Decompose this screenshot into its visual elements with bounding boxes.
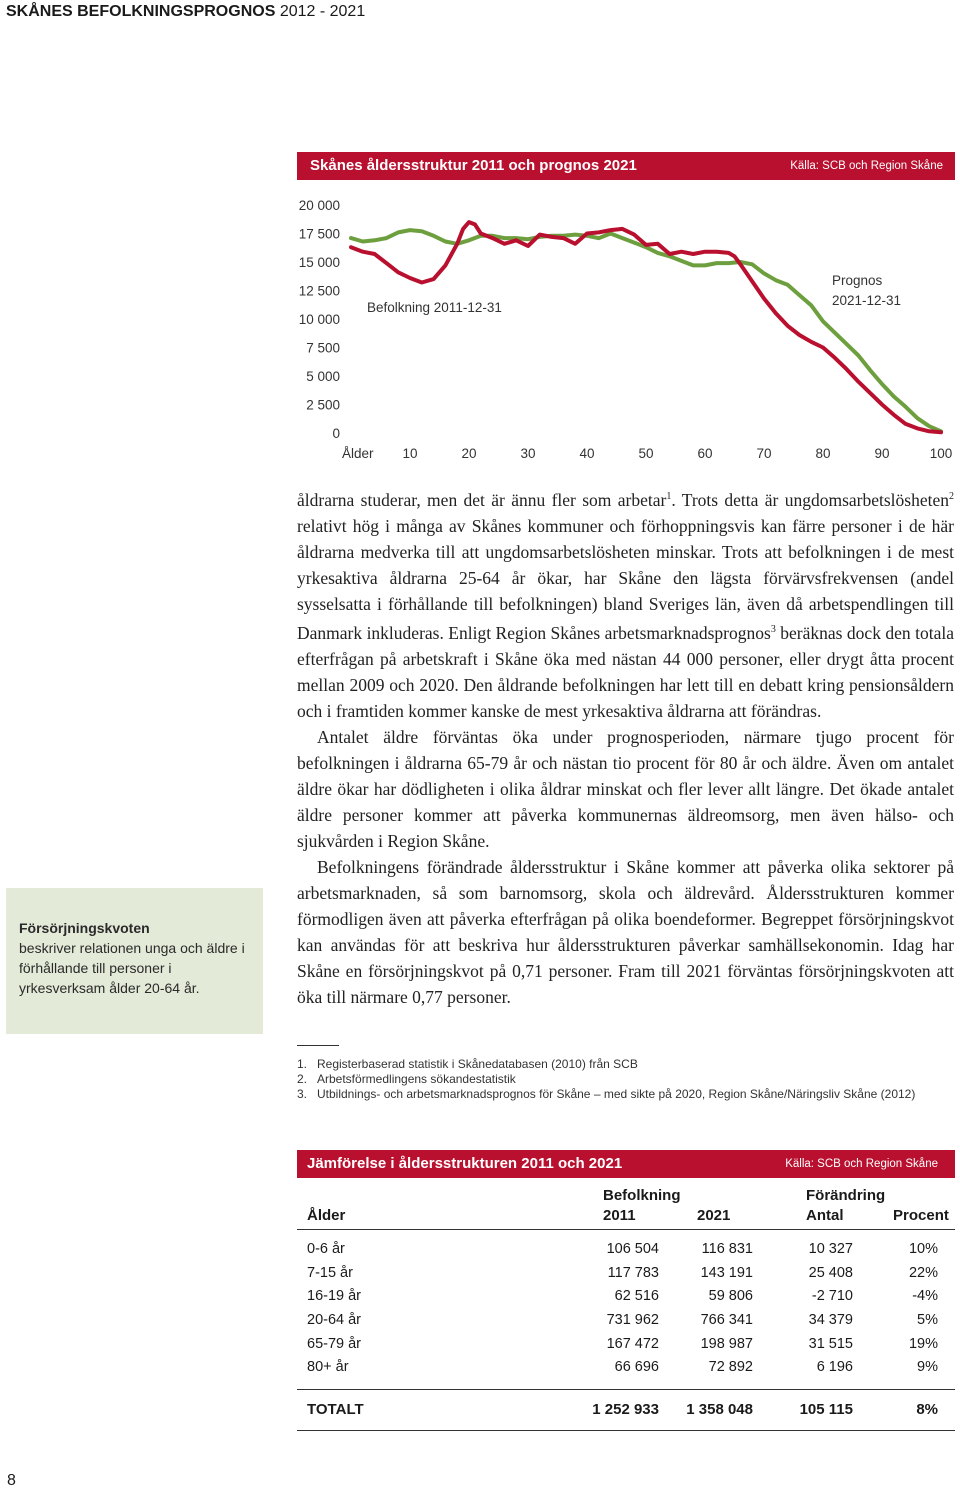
y-tick-label: 10 000 (298, 312, 340, 327)
paragraph-1 (297, 484, 954, 724)
total-2011: 1 252 933 (592, 1401, 659, 1418)
cell-2021: 198 987 (700, 1336, 753, 1352)
paragraph-1-part-c: relativt hög i många av Skånes kommuner och förhoppningsvis kan färre personer i de här åldrarna medverka till att ungdomsarbetslösheten minskar. Trots att befolkningen i de mest yrkesaktiva åldrarna 25-64 år ökar, har Skåne den lägsta förvärvsfrekvensen (andel sysselsatta i förhållande till befolkningen) bland Sveriges län, även då arbetspendlingen till Danmark inkluderas. Enligt Region Skånes arbetsmarknadsprognos (297, 515, 954, 643)
x-tick-label: 60 (697, 446, 713, 461)
y-tick-label: 2 500 (306, 397, 340, 413)
x-tick-label: 30 (520, 446, 536, 461)
cell-procent: 19% (908, 1336, 938, 1352)
cell-alder: 7-15 år (307, 1265, 353, 1281)
header-group-befolkning: Befolkning (603, 1187, 681, 1204)
cell-procent: 5% (917, 1312, 938, 1328)
y-tick-label: 5 000 (306, 369, 340, 384)
label-2011: Befolkning 2011-12-31 (367, 300, 502, 315)
cell-procent: -4% (912, 1288, 938, 1304)
header-2021: 2021 (697, 1207, 731, 1224)
x-tick-label: 90 (874, 446, 890, 461)
y-tick-label: 0 (332, 426, 340, 441)
chart-title: Skånes åldersstruktur 2011 och prognos 2021 (310, 157, 637, 174)
cell-2021: 72 892 (708, 1359, 753, 1375)
x-tick-label: 20 (461, 446, 477, 461)
paragraph-1-part-d: beräknas dock den totala efterfrågan på arbetskraft i Skåne öka med nästan 44 000 personer, eller drygt åtta procent mellan 2009 och 2020. Den åldrande befolkningen har lett till en debatt kring pensionsåldern och i framtiden kommer kanske de mest yrkesaktiva åldrarna att förändras. (297, 622, 954, 721)
cell-2011: 167 472 (606, 1336, 659, 1352)
footnote-item (297, 1087, 915, 1102)
table-source: Källa: SCB och Region Skåne (785, 1158, 938, 1170)
total-antal: 105 115 (799, 1401, 853, 1418)
cell-2021: 766 341 (700, 1312, 753, 1328)
cell-2011: 117 783 (607, 1265, 659, 1281)
cell-alder: 65-79 år (307, 1336, 362, 1352)
paragraph-3: Befolkningens förändrade åldersstruktur i Skåne kommer att påverka olika sektorer på arbetsmarknaden, så som barnomsorg, skola och äldrevård. Åldersstrukturen kommer förmodligen även att påverka efterfrågan på olika boendeformer. Begreppet försörjningskvot kan användas för att beskriva hur åldersstrukturen påverkar samhällsekonomin. Idag har Skåne en försörjningskvot på 0,71 personer. Fram till 2021 förväntas försörjningskvoten att öka till närmare 0,77 personer. (297, 856, 954, 1007)
cell-antal: 34 379 (808, 1312, 853, 1328)
table-total-rule (297, 1389, 955, 1390)
total-procent: 8% (916, 1401, 938, 1418)
cell-antal: 31 515 (808, 1336, 853, 1352)
page-header-years: 2012 - 2021 (279, 3, 366, 20)
paragraph-1-part-a: åldrarna studerar, men det är ännu fler som arbetar (297, 489, 667, 510)
series-line-2021 (351, 230, 941, 431)
footnote-divider (297, 1045, 339, 1046)
cell-antal: 6 196 (816, 1359, 853, 1375)
table-bottom-rule (297, 1430, 955, 1431)
x-tick-label: 70 (756, 446, 772, 461)
sidebar-title: Försörjningskvoten (19, 920, 150, 936)
paragraph-1-part-b: . Trots detta är ungdomsarbetslösheten (671, 489, 949, 510)
header-procent: Procent (893, 1207, 949, 1224)
cell-antal: 25 408 (808, 1265, 853, 1281)
cell-2021: 116 831 (701, 1241, 753, 1257)
cell-procent: 22% (908, 1265, 938, 1281)
paragraph-2: Antalet äldre förväntas öka under prognosperioden, närmare tjugo procent för befolkningen i åldrarna 65-79 år och nästan tio procent för 80 år och äldre. Även om antalet äldre ökar har dödligheten i olika åldrar minskat och fler lever allt längre. Det ökade antalet äldre personer kommer att påverka kommunernas äldreomsorg, men även hälso- och sjukvården i Region Skåne. (297, 726, 954, 851)
x-tick-label: 100 (929, 446, 953, 461)
series-line-2011 (351, 222, 941, 432)
header-group-forandring: Förändring (806, 1187, 886, 1204)
chart-title-bar (297, 152, 955, 180)
header-alder: Ålder (307, 1207, 346, 1224)
y-tick-label: 7 500 (306, 340, 340, 356)
cell-2011: 731 962 (606, 1312, 659, 1328)
footnotes (297, 1057, 915, 1102)
cell-2011: 106 504 (606, 1241, 659, 1257)
footnote-ref-1: 1 (666, 491, 672, 502)
y-tick-label: 15 000 (298, 255, 340, 270)
sidebar-body: beskriver relationen unga och äldre i förhållande till personer i yrkesverksam ålder 20-64 år. (19, 940, 245, 996)
cell-procent: 9% (917, 1359, 938, 1375)
footnote-ref-3: 3 (770, 623, 776, 635)
x-tick-label: 40 (579, 446, 595, 461)
cell-alder: 16-19 år (307, 1288, 362, 1304)
cell-2011: 62 516 (614, 1288, 659, 1304)
header-2011: 2011 (603, 1207, 636, 1224)
y-tick-label: 12 500 (298, 283, 340, 299)
x-tick-label: 80 (815, 446, 831, 461)
cell-antal: 10 327 (808, 1241, 853, 1257)
label-2021-line2: 2021-12-31 (832, 293, 902, 308)
total-label: TOTALT (307, 1401, 364, 1418)
cell-antal: -2 710 (811, 1288, 853, 1304)
table-title: Jämförelse i åldersstrukturen 2011 och 2021 (307, 1155, 623, 1172)
footnote-item (297, 1072, 915, 1087)
chart-series (351, 222, 941, 432)
page-header (6, 3, 365, 21)
sidebar-text (19, 918, 255, 998)
footnote-number: 2. (297, 1072, 308, 1086)
footnote-text: Registerbaserad statistik i Skånedatabasen (2010) från SCB (317, 1057, 638, 1071)
page-number: 8 (7, 1472, 16, 1489)
page-header-title: SKÅNES BEFOLKNINGSPROGNOS (6, 3, 276, 20)
sidebar-fact-box (6, 888, 263, 1034)
footnote-number: 1. (297, 1057, 308, 1071)
footnote-text: Utbildnings- och arbetsmarknadsprognos för Skåne – med sikte på 2020, Region Skåne/Näringsliv Skåne (2012) (317, 1087, 916, 1101)
footnote-text: Arbetsförmedlingens sökandestatistik (317, 1072, 516, 1086)
chart-source: Källa: SCB och Region Skåne (790, 160, 943, 172)
cell-2021: 143 191 (700, 1265, 753, 1281)
age-structure-chart (285, 180, 955, 465)
total-2021: 1 358 048 (686, 1401, 753, 1418)
x-axis-label: Ålder (342, 446, 374, 461)
header-antal: Antal (806, 1207, 844, 1224)
label-2021-line1: Prognos (832, 273, 883, 288)
footnote-number: 3. (297, 1087, 308, 1101)
cell-alder: 0-6 år (307, 1241, 345, 1257)
cell-alder: 80+ år (307, 1359, 349, 1375)
body-text (297, 484, 954, 1010)
y-axis-ticks (299, 198, 340, 441)
table-title-bar (297, 1150, 955, 1178)
cell-alder: 20-64 år (307, 1312, 362, 1328)
cell-2021: 59 806 (708, 1288, 753, 1304)
footnote-item (297, 1057, 915, 1072)
y-tick-label: 20 000 (298, 198, 340, 213)
cell-procent: 10% (908, 1241, 938, 1257)
table-header-rule (297, 1229, 955, 1230)
x-tick-label: 10 (402, 446, 418, 461)
cell-2011: 66 696 (614, 1359, 659, 1375)
x-axis-ticks (402, 446, 952, 461)
x-tick-label: 50 (638, 446, 654, 461)
footnote-ref-2: 2 (949, 491, 954, 502)
y-tick-label: 17 500 (298, 226, 340, 242)
